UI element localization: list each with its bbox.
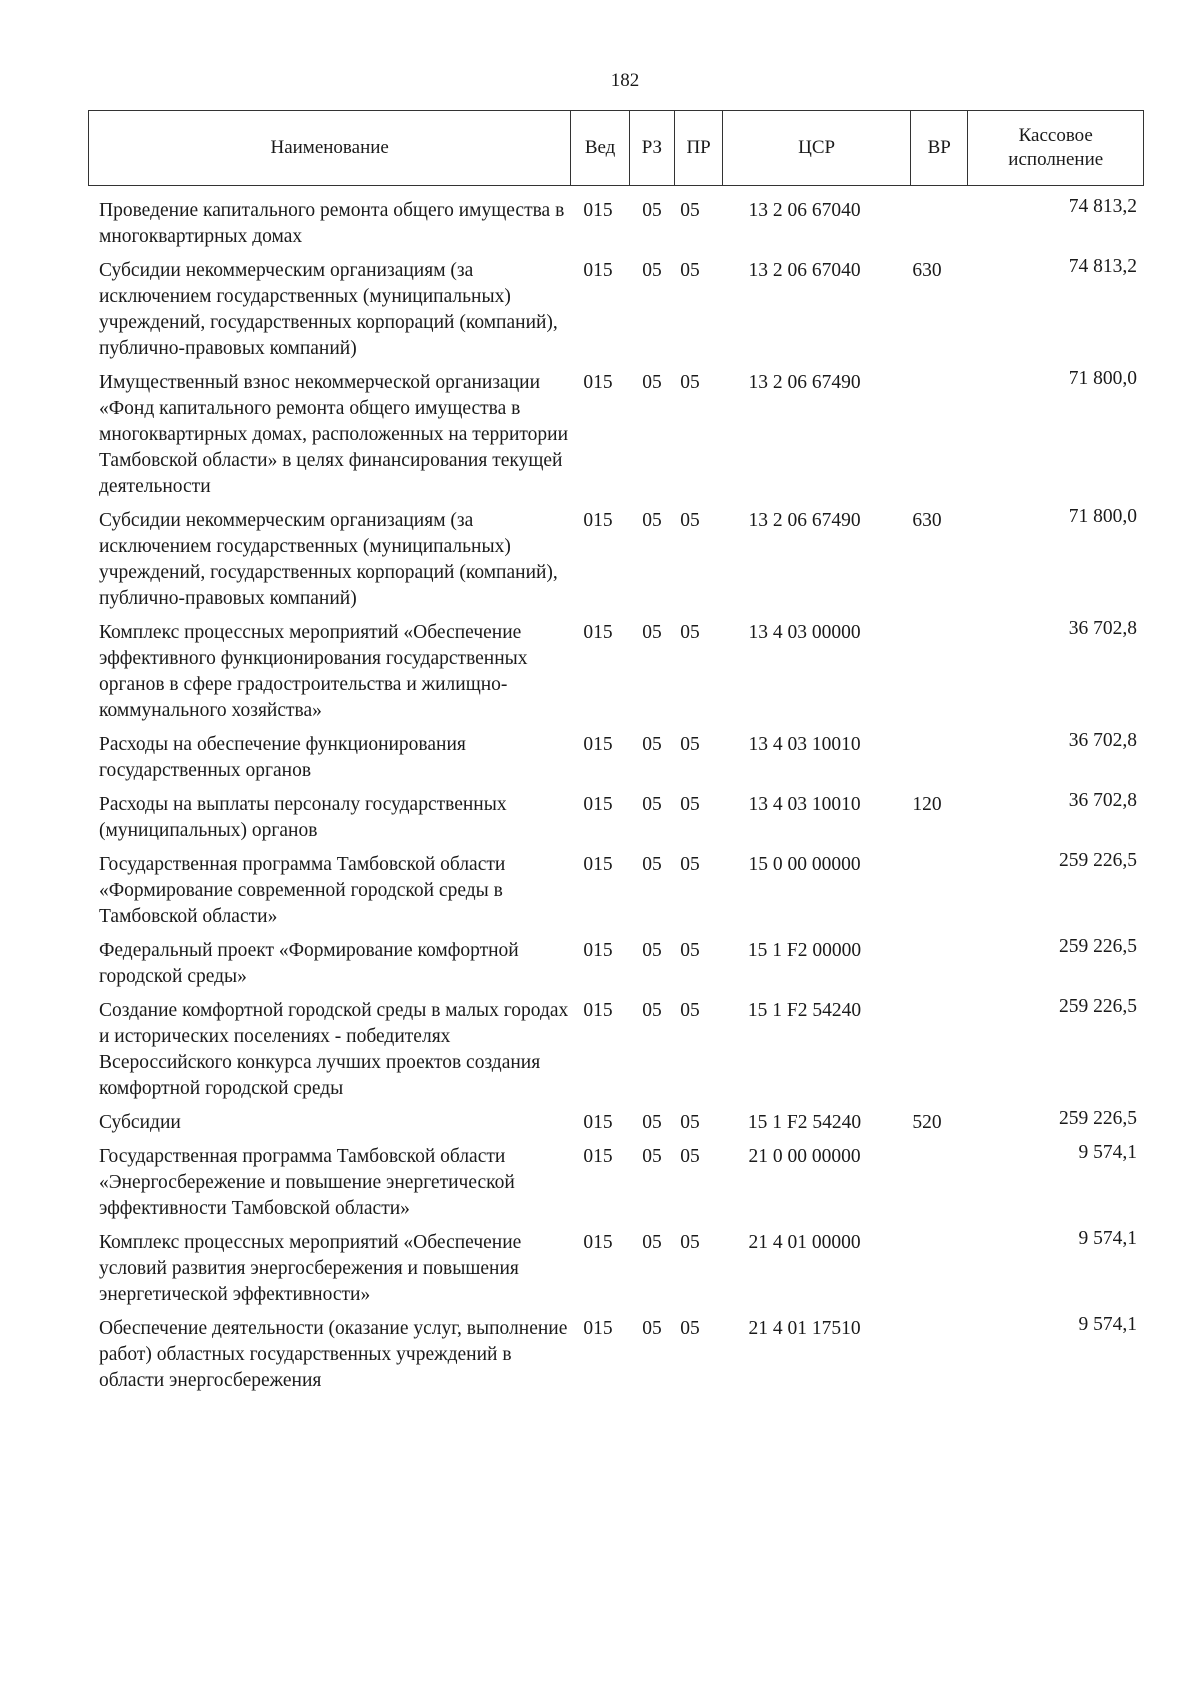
row-ved: 015	[583, 1232, 613, 1253]
row-csr: 13 2 06 67490	[748, 372, 861, 393]
row-name: Субсидии некоммерческим организациям (за исключением государственных (муниципальных) учреждений, государственных корпораций (компаний), публично-правовых компаний)	[99, 260, 558, 359]
header-ved: Вед	[571, 111, 629, 186]
row-pr: 05	[680, 1112, 700, 1133]
row-pr: 05	[680, 1146, 700, 1167]
header-name: Наименование	[89, 111, 571, 186]
row-ved: 015	[583, 260, 613, 281]
row-pr: 05	[680, 1318, 700, 1339]
row-sum: 71 800,0	[1068, 506, 1137, 527]
row-rz: 05	[642, 200, 662, 221]
row-name: Субсидии некоммерческим организациям (за исключением государственных (муниципальных) учреждений, государственных корпораций (компаний), публично-правовых компаний)	[99, 510, 558, 609]
row-sum: 259 226,5	[1059, 996, 1137, 1017]
row-rz: 05	[642, 622, 662, 643]
row-ved: 015	[583, 854, 613, 875]
row-pr: 05	[680, 854, 700, 875]
table-row	[95, 998, 1145, 1102]
header-rz: РЗ	[629, 111, 674, 186]
row-sum: 36 702,8	[1068, 790, 1137, 811]
page-number: 182	[610, 70, 640, 91]
table-body	[95, 198, 1145, 1402]
row-pr: 05	[680, 1000, 700, 1021]
table-row	[95, 732, 1145, 784]
row-vr	[892, 198, 962, 250]
row-vr	[892, 998, 962, 1102]
table-row	[95, 792, 1145, 844]
row-ved: 015	[583, 372, 613, 393]
row-pr: 05	[680, 622, 700, 643]
row-sum: 71 800,0	[1068, 368, 1137, 389]
row-ved: 015	[583, 622, 613, 643]
row-csr: 21 4 01 00000	[748, 1232, 861, 1253]
row-name: Государственная программа Тамбовской области «Энергосбережение и повышение энергетической эффективности Тамбовской области»	[99, 1146, 515, 1219]
row-rz: 05	[642, 1232, 662, 1253]
row-pr: 05	[680, 734, 700, 755]
row-csr: 15 0 00 00000	[748, 854, 861, 875]
table-row	[95, 1316, 1145, 1394]
row-name: Государственная программа Тамбовской области «Формирование современной городской среды в Тамбовской области»	[99, 854, 506, 927]
row-vr	[892, 1230, 962, 1308]
row-rz: 05	[642, 734, 662, 755]
row-sum: 259 226,5	[1059, 1108, 1137, 1129]
row-vr: 520	[912, 1112, 942, 1133]
table-row	[95, 938, 1145, 990]
row-csr: 13 4 03 10010	[748, 794, 861, 815]
row-sum: 74 813,2	[1068, 256, 1137, 277]
row-rz: 05	[642, 794, 662, 815]
row-name: Комплекс процессных мероприятий «Обеспечение условий развития энергосбережения и повышения энергетической эффективности»	[99, 1232, 522, 1305]
row-name: Обеспечение деятельности (оказание услуг, выполнение работ) областных государственных учреждений в области энергосбережения	[99, 1318, 568, 1391]
row-ved: 015	[583, 1112, 613, 1133]
row-ved: 015	[583, 510, 613, 531]
table-row	[95, 1230, 1145, 1308]
row-vr	[892, 938, 962, 990]
row-name: Имущественный взнос некоммерческой организации «Фонд капитального ремонта общего имущества в многоквартирных домах, расположенных на территории Тамбовской области» в целях финансирования текущей деятельности	[99, 372, 569, 497]
row-sum: 259 226,5	[1059, 936, 1137, 957]
row-sum: 36 702,8	[1068, 618, 1137, 639]
row-ved: 015	[583, 1146, 613, 1167]
row-rz: 05	[642, 1000, 662, 1021]
row-sum: 36 702,8	[1068, 730, 1137, 751]
table-row	[95, 1144, 1145, 1222]
row-name: Комплекс процессных мероприятий «Обеспечение эффективного функционирования государственных органов в сфере градостроительства и жилищно-коммунального хозяйства»	[99, 622, 528, 721]
row-vr: 630	[912, 510, 942, 531]
row-vr	[892, 852, 962, 930]
row-csr: 15 1 F2 54240	[747, 1112, 862, 1133]
row-pr: 05	[680, 260, 700, 281]
row-sum: 259 226,5	[1059, 850, 1137, 871]
row-vr	[892, 1316, 962, 1394]
row-ved: 015	[583, 734, 613, 755]
row-pr: 05	[680, 372, 700, 393]
row-csr: 13 2 06 67490	[748, 510, 861, 531]
row-pr: 05	[680, 794, 700, 815]
row-pr: 05	[680, 510, 700, 531]
table-header	[88, 110, 1144, 186]
row-vr	[892, 732, 962, 784]
row-pr: 05	[680, 200, 700, 221]
row-ved: 015	[583, 940, 613, 961]
row-csr: 13 4 03 10010	[748, 734, 861, 755]
row-sum: 74 813,2	[1068, 196, 1137, 217]
table-row	[95, 198, 1145, 250]
row-csr: 15 1 F2 00000	[747, 940, 862, 961]
row-ved: 015	[583, 200, 613, 221]
row-rz: 05	[642, 260, 662, 281]
row-rz: 05	[642, 854, 662, 875]
row-vr	[892, 620, 962, 724]
row-pr: 05	[680, 1232, 700, 1253]
table-row	[95, 1110, 1145, 1136]
row-vr	[892, 1144, 962, 1222]
table-row	[95, 508, 1145, 612]
row-vr: 120	[912, 794, 942, 815]
row-sum: 9 574,1	[1078, 1228, 1137, 1249]
row-csr: 13 2 06 67040	[748, 260, 861, 281]
row-rz: 05	[642, 1112, 662, 1133]
row-csr: 21 0 00 00000	[748, 1146, 861, 1167]
table-row	[95, 258, 1145, 362]
row-sum: 9 574,1	[1078, 1142, 1137, 1163]
row-rz: 05	[642, 510, 662, 531]
header-sum: Кассовое исполнение	[968, 111, 1144, 186]
row-csr: 15 1 F2 54240	[747, 1000, 862, 1021]
row-rz: 05	[642, 1146, 662, 1167]
row-name: Расходы на выплаты персоналу государственных (муниципальных) органов	[99, 794, 507, 841]
row-sum: 9 574,1	[1078, 1314, 1137, 1335]
row-name: Проведение капитального ремонта общего имущества в многоквартирных домах	[99, 200, 565, 247]
row-name: Расходы на обеспечение функционирования государственных органов	[99, 734, 466, 781]
row-rz: 05	[642, 940, 662, 961]
row-name: Субсидии	[99, 1112, 181, 1133]
row-ved: 015	[583, 794, 613, 815]
row-pr: 05	[680, 940, 700, 961]
row-rz: 05	[642, 1318, 662, 1339]
table-row	[95, 852, 1145, 930]
row-rz: 05	[642, 372, 662, 393]
header-pr: ПР	[674, 111, 722, 186]
header-csr: ЦСР	[723, 111, 911, 186]
row-name: Создание комфортной городской среды в малых городах и исторических поселениях - победителях Всероссийского конкурса лучших проектов создания комфортной городской среды	[99, 1000, 569, 1099]
row-vr: 630	[912, 260, 942, 281]
row-vr	[892, 370, 962, 500]
table-row	[95, 370, 1145, 500]
row-name: Федеральный проект «Формирование комфортной городской среды»	[99, 940, 519, 987]
row-ved: 015	[583, 1000, 613, 1021]
row-csr: 21 4 01 17510	[748, 1318, 861, 1339]
table-row	[95, 620, 1145, 724]
row-csr: 13 4 03 00000	[748, 622, 861, 643]
header-vr: ВР	[911, 111, 968, 186]
row-ved: 015	[583, 1318, 613, 1339]
row-csr: 13 2 06 67040	[748, 200, 861, 221]
